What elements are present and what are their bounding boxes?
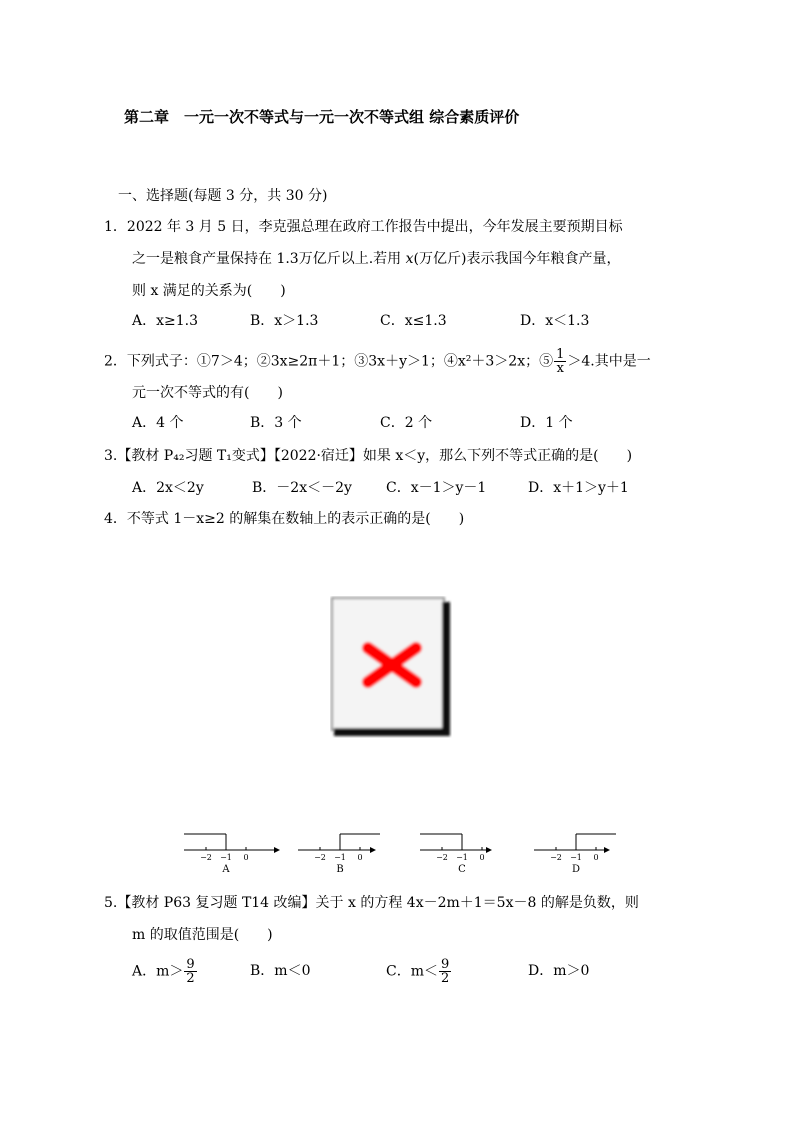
svg-text:−2: −2: [314, 853, 326, 862]
section-heading: 一、选择题(每题 3 分，共 30 分): [118, 188, 328, 204]
svg-text:0: 0: [593, 853, 599, 862]
number-line-b: [296, 830, 396, 880]
q5-option-b: B．m＜0: [250, 963, 311, 979]
svg-text:C: C: [458, 864, 466, 875]
q1-option-a: A．x≥1.3: [132, 313, 199, 329]
svg-text:0: 0: [243, 853, 249, 862]
q2-option-b: B．3 个: [250, 415, 302, 431]
svg-text:−2: −2: [436, 853, 448, 862]
q2-line2: 元一次不等式的有( ): [132, 385, 283, 401]
q4-line1: 4．不等式 1－x≥2 的解集在数轴上的表示正确的是( ): [104, 511, 465, 527]
q2-fraction: $\frac{1}{x}$: [556, 347, 565, 376]
q5-option-d: D．m＞0: [528, 963, 590, 979]
svg-text:−2: −2: [200, 853, 212, 862]
svg-text:0: 0: [479, 853, 485, 862]
q3-option-a: A．2x＜2y: [132, 480, 204, 496]
q3-option-d: D．x＋1＞y＋1: [528, 480, 629, 496]
q2-option-d: D．1 个: [520, 415, 573, 431]
svg-text:−1: −1: [456, 853, 468, 862]
q1-line2: 之一是粮食产量保持在 1.3万亿斤以上.若用 x(万亿斤)表示我国今年粮食产量，: [132, 251, 621, 267]
svg-text:D: D: [571, 864, 581, 875]
q1-line1: 1．2022 年 3 月 5 日，李克强总理在政府工作报告中提出，今年发展主要预期目标: [104, 219, 623, 235]
svg-text:−2: −2: [550, 853, 562, 862]
q1-option-c: C．x≤1.3: [380, 313, 447, 329]
q1-line3: 则 x 满足的关系为( ): [132, 283, 286, 299]
q5-line1: 5.【教材 P63 复习题 T14 改编】关于 x 的方程 4x－2m＋1＝5x－8 的解是负数，则: [104, 895, 639, 911]
number-line-c: [418, 830, 518, 880]
page-title: 第二章 一元一次不等式与一元一次不等式组 综合素质评价: [124, 108, 520, 126]
svg-text:−1: −1: [220, 853, 232, 862]
q5-line2: m 的取值范围是( ): [132, 927, 273, 943]
q1-option-d: D．x＜1.3: [520, 313, 590, 329]
svg-text:A: A: [222, 864, 230, 875]
q2-option-a: A．4 个: [132, 415, 184, 431]
svg-text:−1: −1: [334, 853, 346, 862]
q5-option-c: C．m＜ $\frac{9}{2}$: [386, 957, 450, 986]
q5-option-a: A．m＞ $\frac{9}{2}$: [132, 957, 195, 986]
svg-text:B: B: [336, 864, 344, 875]
number-line-a: [182, 830, 282, 880]
q3-option-c: C．x－1＞y－1: [386, 480, 487, 496]
svg-text:−1: −1: [570, 853, 582, 862]
q1-option-b: B．x＞1.3: [250, 313, 319, 329]
q2-line1: 2．下列式子：①7＞4；②3x≥2π＋1；③3x＋y＞1；④x²＋3＞2x；⑤ $\frac{1}{x}$ ＞4.其中是一: [104, 347, 651, 376]
q2-option-c: C．2 个: [380, 415, 433, 431]
q3-option-b: B．－2x＜－2y: [252, 480, 352, 496]
number-line-d: [532, 830, 632, 880]
q3-line1: 3.【教材 P₄₂习题 T₁变式】【2022·宿迁】如果 x＜y，那么下列不等式正确的是( ): [104, 448, 633, 464]
svg-text:0: 0: [357, 853, 363, 862]
broken-image-icon: [330, 596, 452, 738]
